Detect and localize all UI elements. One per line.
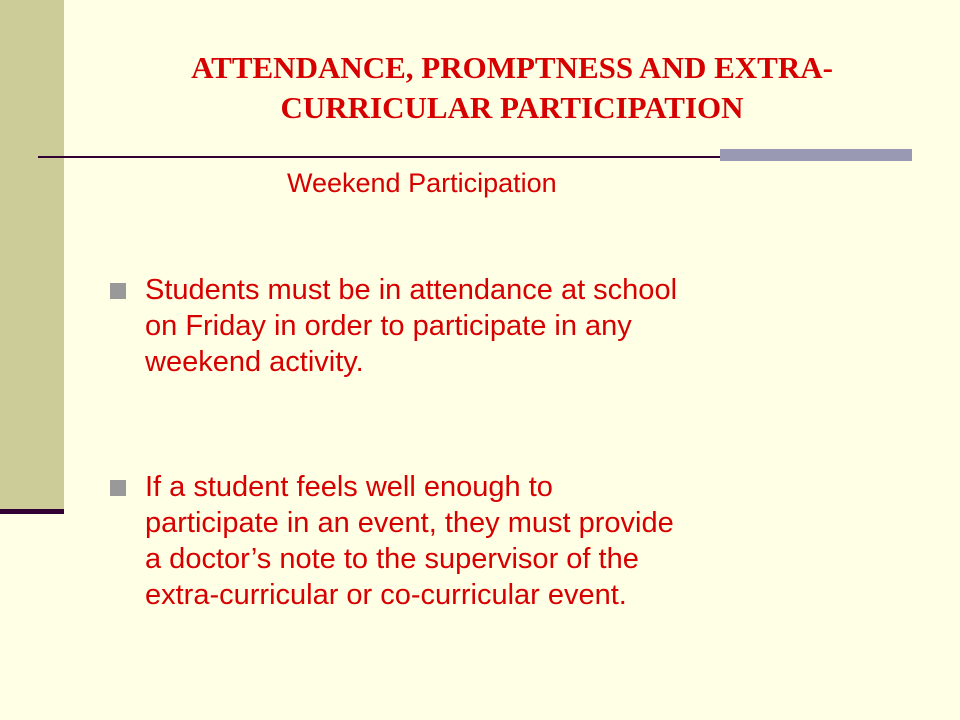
bullet-line: on Friday in order to participate in any: [145, 310, 632, 342]
bullet-line: Students must be in attendance at school: [145, 274, 678, 306]
bullet-text: [145, 272, 830, 380]
slide-title-line-2: CURRICULAR PARTICIPATION: [280, 90, 744, 125]
bullet-line: If a student feels well enough to: [145, 471, 553, 503]
bullet-item: [110, 272, 830, 380]
bullet-line: weekend activity.: [145, 346, 364, 378]
bullet-item: [110, 469, 830, 613]
bullet-line: extra-curricular or co-curricular event.: [145, 579, 627, 611]
square-bullet-icon: [110, 283, 126, 299]
slide-title-line-1: ATTENDANCE, PROMPTNESS AND EXTRA-: [191, 50, 833, 85]
left-accent-bar: [0, 0, 64, 512]
square-bullet-icon: [110, 480, 126, 496]
bullet-text: [145, 469, 830, 613]
slide-title: [64, 48, 960, 128]
bullet-line: a doctor’s note to the supervisor of the: [145, 543, 639, 575]
bullet-line: participate in an event, they must provide: [145, 507, 674, 539]
left-accent-bar-underline: [0, 509, 64, 514]
slide-subtitle: Weekend Participation: [287, 168, 557, 198]
title-divider-accent: [720, 149, 912, 161]
